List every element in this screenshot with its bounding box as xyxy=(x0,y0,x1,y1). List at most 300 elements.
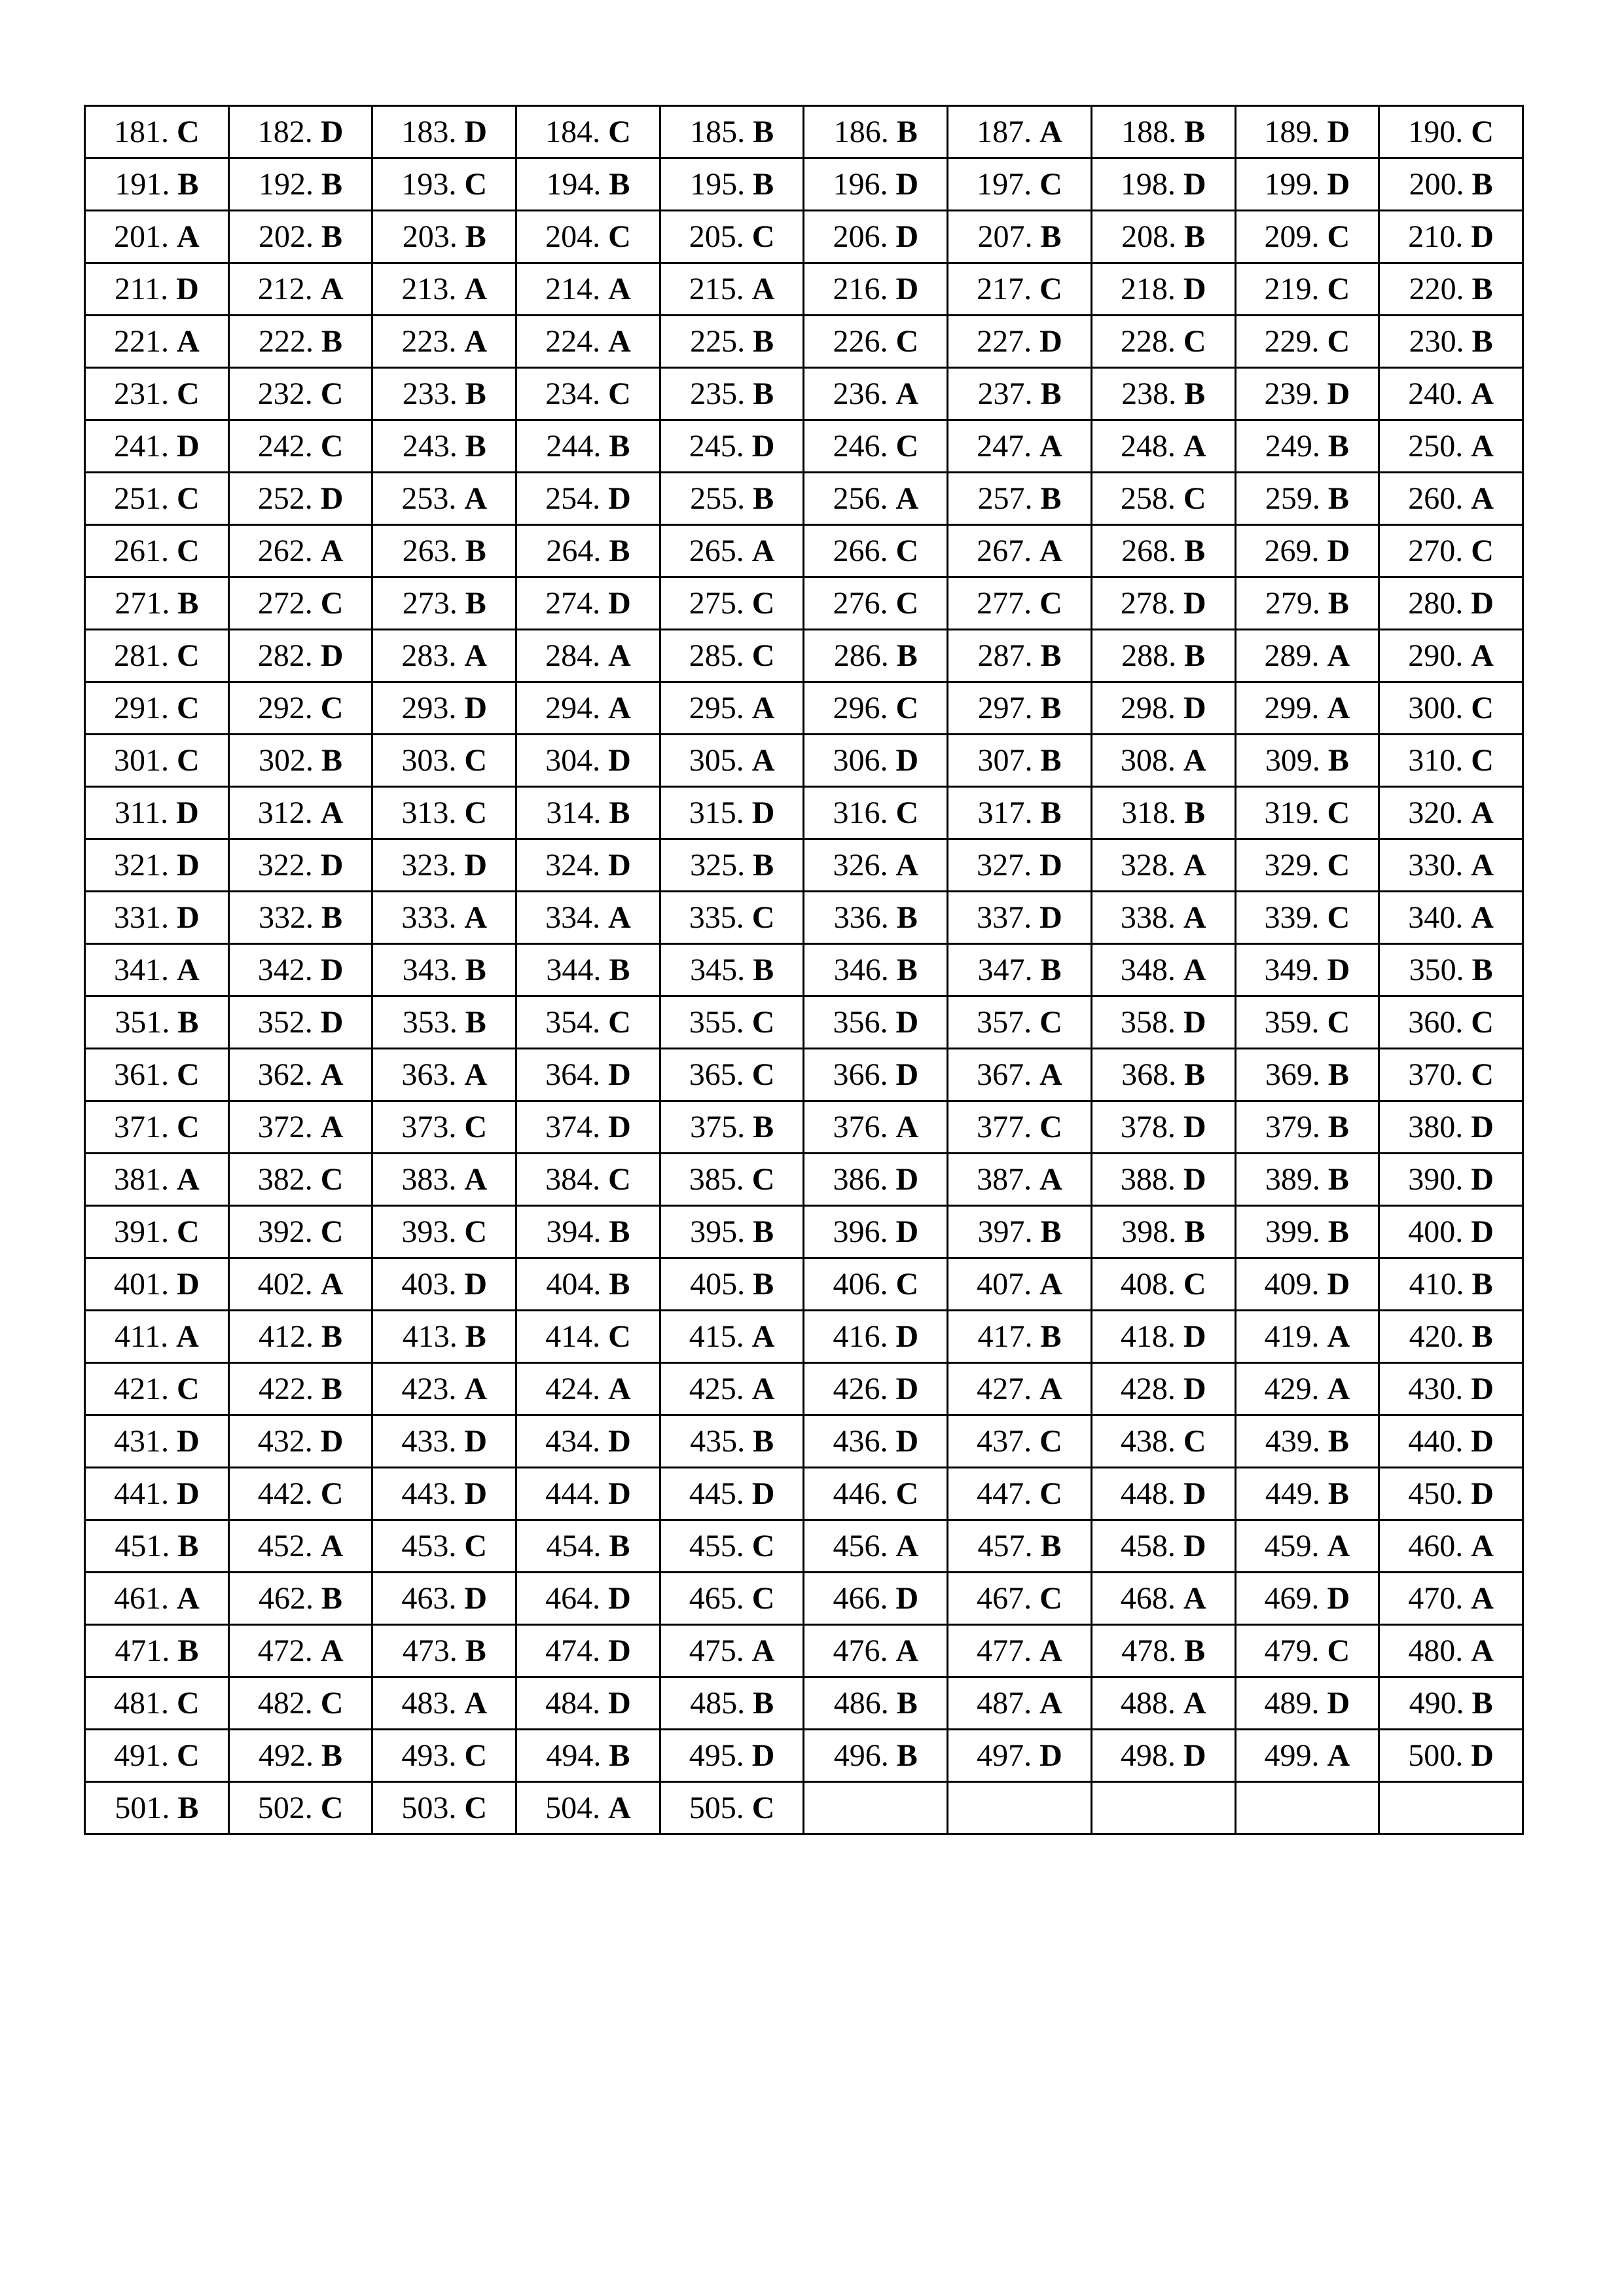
question-number: 386. xyxy=(833,1161,888,1197)
answer-letter: C xyxy=(1039,1476,1062,1511)
question-number: 411. xyxy=(114,1319,169,1354)
question-number: 220. xyxy=(1409,271,1464,306)
answer-cell xyxy=(660,106,804,158)
answer-cell xyxy=(516,1782,660,1834)
answer-letter: B xyxy=(1471,1685,1493,1721)
question-number: 301. xyxy=(114,742,169,778)
answer-letter: C xyxy=(177,742,200,778)
answer-cell xyxy=(228,1311,372,1363)
question-number: 316. xyxy=(833,795,888,830)
question-number: 478. xyxy=(1121,1633,1177,1668)
answer-row xyxy=(85,1573,1523,1625)
answer-cell xyxy=(804,996,948,1049)
answer-letter: A xyxy=(320,1109,344,1144)
answer-cell xyxy=(372,892,516,944)
answer-cell xyxy=(1379,525,1523,577)
answer-cell xyxy=(85,1206,229,1258)
question-number: 328. xyxy=(1120,847,1176,883)
question-number: 345. xyxy=(690,952,746,987)
answer-letter: A xyxy=(1183,952,1206,987)
question-number: 437. xyxy=(977,1423,1032,1459)
answer-cell xyxy=(85,420,229,473)
question-number: 312. xyxy=(257,795,313,830)
answer-cell xyxy=(804,1625,948,1677)
answer-letter: A xyxy=(608,1371,631,1406)
answer-cell xyxy=(660,1154,804,1206)
answer-cell xyxy=(1379,1573,1523,1625)
question-number: 321. xyxy=(114,847,169,883)
answer-letter: B xyxy=(177,166,199,202)
answer-letter: A xyxy=(1039,114,1062,149)
answer-cell xyxy=(804,1101,948,1154)
question-number: 227. xyxy=(977,323,1032,359)
answer-row xyxy=(85,577,1523,630)
answer-letter: D xyxy=(1327,1685,1350,1721)
answer-letter: C xyxy=(177,376,200,411)
answer-cell xyxy=(660,1468,804,1520)
answer-cell xyxy=(1091,577,1235,630)
answer-cell xyxy=(804,577,948,630)
answer-letter: D xyxy=(1471,219,1494,254)
answer-letter: A xyxy=(1471,428,1494,464)
answer-cell xyxy=(228,1049,372,1101)
answer-cell xyxy=(1235,1730,1379,1782)
answer-letter: B xyxy=(1471,166,1493,202)
answer-letter: A xyxy=(464,271,488,306)
answer-letter: C xyxy=(751,1161,775,1197)
question-number: 486. xyxy=(833,1685,889,1721)
question-number: 325. xyxy=(690,847,746,883)
question-number: 266. xyxy=(833,533,888,568)
question-number: 188. xyxy=(1121,114,1177,149)
answer-letter: D xyxy=(177,1476,200,1511)
answer-cell xyxy=(1091,263,1235,316)
question-number: 344. xyxy=(546,952,602,987)
answer-letter: B xyxy=(896,1738,918,1773)
answer-letter: C xyxy=(1327,323,1350,359)
question-number: 369. xyxy=(1265,1057,1320,1092)
answer-cell xyxy=(85,1730,229,1782)
question-number: 305. xyxy=(689,742,744,778)
answer-letter: C xyxy=(177,1057,200,1092)
answer-cell xyxy=(85,158,229,211)
question-number: 332. xyxy=(259,900,314,935)
answer-cell xyxy=(85,1573,229,1625)
question-number: 465. xyxy=(689,1580,744,1616)
answer-letter: D xyxy=(608,1476,631,1511)
question-number: 209. xyxy=(1264,219,1320,254)
answer-cell xyxy=(1379,316,1523,368)
question-number: 382. xyxy=(257,1161,313,1197)
answer-cell xyxy=(804,1154,948,1206)
answer-row xyxy=(85,1730,1523,1782)
question-number: 267. xyxy=(977,533,1032,568)
answer-letter: D xyxy=(608,1580,631,1616)
answer-row xyxy=(85,944,1523,996)
answer-letter: B xyxy=(321,1319,343,1354)
question-number: 426. xyxy=(833,1371,888,1406)
answer-letter: B xyxy=(753,166,774,202)
answer-cell xyxy=(804,420,948,473)
question-number: 290. xyxy=(1408,638,1464,673)
answer-cell xyxy=(948,158,1092,211)
question-number: 260. xyxy=(1408,481,1464,516)
answer-cell xyxy=(1235,368,1379,420)
answer-letter: A xyxy=(320,1266,344,1302)
answer-cell xyxy=(1235,525,1379,577)
answer-letter: D xyxy=(464,1580,488,1616)
question-number: 341. xyxy=(114,952,169,987)
answer-cell xyxy=(1379,263,1523,316)
answer-letter: B xyxy=(753,952,774,987)
answer-cell xyxy=(228,420,372,473)
answer-cell xyxy=(1091,1101,1235,1154)
answer-letter: D xyxy=(608,481,631,516)
question-number: 459. xyxy=(1264,1528,1320,1563)
answer-letter: D xyxy=(751,428,775,464)
answer-cell xyxy=(660,787,804,839)
answer-letter: D xyxy=(1327,1580,1350,1616)
question-number: 333. xyxy=(401,900,457,935)
answer-cell xyxy=(372,1468,516,1520)
answer-cell xyxy=(1091,1363,1235,1415)
answer-cell xyxy=(1379,1782,1523,1834)
question-number: 353. xyxy=(402,1004,458,1040)
question-number: 261. xyxy=(114,533,169,568)
answer-row xyxy=(85,106,1523,158)
answer-letter: A xyxy=(608,323,631,359)
answer-letter: C xyxy=(1471,690,1494,725)
answer-letter: C xyxy=(1039,1580,1062,1616)
question-number: 236. xyxy=(833,376,888,411)
answer-letter: C xyxy=(1327,219,1350,254)
question-number: 194. xyxy=(546,166,602,202)
question-number: 238. xyxy=(1121,376,1177,411)
answer-letter: C xyxy=(895,533,919,568)
question-number: 298. xyxy=(1120,690,1176,725)
question-number: 438. xyxy=(1120,1423,1176,1459)
question-number: 428. xyxy=(1120,1371,1176,1406)
answer-letter: A xyxy=(751,271,775,306)
answer-cell xyxy=(948,577,1092,630)
question-number: 436. xyxy=(833,1423,888,1459)
question-number: 458. xyxy=(1120,1528,1176,1563)
answer-letter: C xyxy=(751,585,775,621)
answer-letter: A xyxy=(1039,533,1062,568)
answer-letter: C xyxy=(895,1476,919,1511)
question-number: 352. xyxy=(257,1004,313,1040)
question-number: 206. xyxy=(833,219,888,254)
answer-cell xyxy=(948,1049,1092,1101)
answer-cell xyxy=(372,1677,516,1730)
answer-letter: D xyxy=(608,1685,631,1721)
answer-cell xyxy=(228,106,372,158)
answer-letter: B xyxy=(1184,219,1206,254)
answer-cell xyxy=(1379,211,1523,263)
answer-letter: B xyxy=(1327,1476,1349,1511)
question-number: 204. xyxy=(545,219,601,254)
answer-cell xyxy=(372,839,516,892)
answer-letter: A xyxy=(1039,428,1062,464)
question-number: 282. xyxy=(257,638,313,673)
answer-cell xyxy=(660,1677,804,1730)
answer-cell xyxy=(228,1625,372,1677)
question-number: 384. xyxy=(545,1161,601,1197)
answer-cell xyxy=(228,1677,372,1730)
answer-letter: D xyxy=(1327,376,1350,411)
question-number: 390. xyxy=(1408,1161,1464,1197)
question-number: 449. xyxy=(1265,1476,1320,1511)
answer-cell xyxy=(804,1049,948,1101)
question-number: 185. xyxy=(690,114,746,149)
answer-letter: C xyxy=(464,166,488,202)
answer-letter: A xyxy=(751,1633,775,1668)
answer-letter: C xyxy=(1183,1266,1206,1302)
question-number: 252. xyxy=(257,481,313,516)
question-number: 414. xyxy=(545,1319,601,1354)
answer-letter: D xyxy=(320,1004,344,1040)
answer-letter: B xyxy=(1184,376,1206,411)
answer-cell xyxy=(516,1415,660,1468)
answer-letter: D xyxy=(320,952,344,987)
answer-letter: D xyxy=(1183,166,1206,202)
answer-letter: A xyxy=(1327,1528,1350,1563)
answer-letter: D xyxy=(1327,1266,1350,1302)
answer-cell xyxy=(804,839,948,892)
question-number: 431. xyxy=(114,1423,169,1459)
question-number: 451. xyxy=(115,1528,170,1563)
answer-cell xyxy=(948,944,1092,996)
answer-letter: B xyxy=(1184,114,1206,149)
answer-cell xyxy=(1091,1206,1235,1258)
question-number: 205. xyxy=(689,219,744,254)
answer-cell xyxy=(1235,1311,1379,1363)
answer-cell xyxy=(1235,1101,1379,1154)
answer-letter: A xyxy=(1471,1633,1494,1668)
answer-letter: C xyxy=(177,1371,200,1406)
answer-cell xyxy=(660,525,804,577)
answer-cell xyxy=(372,735,516,787)
answer-letter: A xyxy=(1183,742,1206,778)
answer-cell xyxy=(372,1311,516,1363)
question-number: 276. xyxy=(833,585,888,621)
answer-letter: A xyxy=(464,323,488,359)
question-number: 248. xyxy=(1120,428,1176,464)
question-number: 331. xyxy=(114,900,169,935)
question-number: 391. xyxy=(114,1214,169,1249)
answer-letter: A xyxy=(1039,1161,1062,1197)
question-number: 246. xyxy=(833,428,888,464)
answer-letter: C xyxy=(177,1738,200,1773)
question-number: 499. xyxy=(1264,1738,1320,1773)
answer-cell xyxy=(1379,682,1523,735)
question-number: 182. xyxy=(257,114,313,149)
answer-letter: C xyxy=(608,219,631,254)
question-number: 217. xyxy=(977,271,1032,306)
answer-cell xyxy=(516,944,660,996)
answer-cell xyxy=(1379,368,1523,420)
answer-letter: D xyxy=(895,742,919,778)
question-number: 232. xyxy=(257,376,313,411)
question-number: 245. xyxy=(689,428,744,464)
answer-letter: B xyxy=(321,219,343,254)
answer-cell xyxy=(85,263,229,316)
answer-letter: C xyxy=(177,481,200,516)
question-number: 235. xyxy=(690,376,746,411)
answer-row xyxy=(85,996,1523,1049)
answer-letter: A xyxy=(320,1633,344,1668)
question-number: 233. xyxy=(402,376,458,411)
question-number: 483. xyxy=(401,1685,457,1721)
answer-letter: A xyxy=(1471,900,1494,935)
question-number: 394. xyxy=(546,1214,602,1249)
question-number: 357. xyxy=(977,1004,1032,1040)
answer-row xyxy=(85,630,1523,682)
answer-cell xyxy=(1091,368,1235,420)
answer-row xyxy=(85,839,1523,892)
answer-letter: D xyxy=(1183,1528,1206,1563)
answer-letter: C xyxy=(1039,271,1062,306)
answer-cell xyxy=(372,106,516,158)
answer-letter: D xyxy=(608,742,631,778)
question-number: 479. xyxy=(1264,1633,1320,1668)
answer-cell xyxy=(85,1311,229,1363)
question-number: 495. xyxy=(689,1738,744,1773)
answer-letter: B xyxy=(321,166,343,202)
answer-cell xyxy=(85,630,229,682)
answer-cell xyxy=(804,106,948,158)
answer-letter: B xyxy=(1040,690,1062,725)
answer-letter: C xyxy=(1471,1004,1494,1040)
answer-cell xyxy=(1235,577,1379,630)
answer-letter: C xyxy=(608,114,631,149)
answer-cell xyxy=(948,263,1092,316)
answer-cell xyxy=(804,316,948,368)
answer-letter: A xyxy=(1039,1057,1062,1092)
answer-cell xyxy=(85,1258,229,1311)
question-number: 289. xyxy=(1264,638,1320,673)
question-number: 247. xyxy=(977,428,1032,464)
answer-letter: B xyxy=(753,1685,774,1721)
question-number: 381. xyxy=(114,1161,169,1197)
answer-cell xyxy=(1235,839,1379,892)
answer-cell xyxy=(660,1311,804,1363)
answer-letter: C xyxy=(1327,900,1350,935)
answer-cell xyxy=(85,996,229,1049)
question-number: 364. xyxy=(545,1057,601,1092)
answer-cell xyxy=(516,368,660,420)
question-number: 309. xyxy=(1265,742,1320,778)
answer-letter: B xyxy=(896,900,918,935)
answer-row xyxy=(85,1049,1523,1101)
answer-cell xyxy=(1235,892,1379,944)
answer-cell xyxy=(516,1311,660,1363)
question-number: 335. xyxy=(689,900,744,935)
answer-letter: D xyxy=(895,1004,919,1040)
answer-cell xyxy=(660,1415,804,1468)
question-number: 487. xyxy=(977,1685,1032,1721)
question-number: 498. xyxy=(1120,1738,1176,1773)
question-number: 241. xyxy=(114,428,169,464)
answer-letter: C xyxy=(608,1319,631,1354)
question-number: 275. xyxy=(689,585,744,621)
answer-cell xyxy=(948,1468,1092,1520)
answer-cell xyxy=(660,1782,804,1834)
question-number: 395. xyxy=(690,1214,746,1249)
question-number: 413. xyxy=(402,1319,458,1354)
question-number: 497. xyxy=(977,1738,1032,1773)
answer-letter: B xyxy=(321,1580,343,1616)
question-number: 370. xyxy=(1408,1057,1464,1092)
answer-row xyxy=(85,1154,1523,1206)
question-number: 387. xyxy=(977,1161,1032,1197)
question-number: 490. xyxy=(1409,1685,1464,1721)
answer-cell xyxy=(660,473,804,525)
question-number: 189. xyxy=(1264,114,1320,149)
answer-letter: C xyxy=(751,900,775,935)
question-number: 404. xyxy=(546,1266,602,1302)
question-number: 445. xyxy=(689,1476,744,1511)
answer-cell xyxy=(516,525,660,577)
question-number: 349. xyxy=(1264,952,1320,987)
answer-letter: B xyxy=(1040,1214,1062,1249)
answer-letter: A xyxy=(608,271,631,306)
question-number: 257. xyxy=(977,481,1033,516)
answer-cell xyxy=(372,682,516,735)
question-number: 363. xyxy=(401,1057,457,1092)
answer-letter: D xyxy=(177,847,200,883)
question-number: 249. xyxy=(1265,428,1320,464)
answer-letter: C xyxy=(751,1790,775,1825)
answer-letter: D xyxy=(895,166,919,202)
answer-cell xyxy=(228,1520,372,1573)
question-number: 270. xyxy=(1408,533,1464,568)
question-number: 195. xyxy=(690,166,746,202)
answer-letter: B xyxy=(1184,1214,1206,1249)
answer-letter: B xyxy=(465,428,486,464)
answer-letter: C xyxy=(464,1790,488,1825)
answer-cell xyxy=(660,1049,804,1101)
answer-letter: B xyxy=(465,952,486,987)
answer-cell xyxy=(1091,420,1235,473)
answer-letter: B xyxy=(896,638,918,673)
question-number: 462. xyxy=(259,1580,314,1616)
answer-cell xyxy=(948,1258,1092,1311)
question-number: 416. xyxy=(833,1319,888,1354)
question-number: 502. xyxy=(257,1790,313,1825)
answer-cell xyxy=(804,473,948,525)
answer-cell xyxy=(372,630,516,682)
answer-row xyxy=(85,158,1523,211)
answer-letter: B xyxy=(609,1738,630,1773)
question-number: 405. xyxy=(690,1266,746,1302)
answer-letter: B xyxy=(1040,952,1062,987)
question-number: 477. xyxy=(977,1633,1032,1668)
answer-cell xyxy=(1379,787,1523,839)
answer-letter: C xyxy=(1183,1423,1206,1459)
answer-letter: A xyxy=(895,1528,919,1563)
answer-letter: C xyxy=(1039,166,1062,202)
answer-letter: C xyxy=(1327,271,1350,306)
answer-letter: D xyxy=(320,1423,344,1459)
answer-cell xyxy=(1235,420,1379,473)
question-number: 231. xyxy=(114,376,169,411)
question-number: 377. xyxy=(977,1109,1032,1144)
answer-cell xyxy=(660,211,804,263)
answer-letter: A xyxy=(895,376,919,411)
question-number: 466. xyxy=(833,1580,888,1616)
answer-letter: D xyxy=(464,690,488,725)
